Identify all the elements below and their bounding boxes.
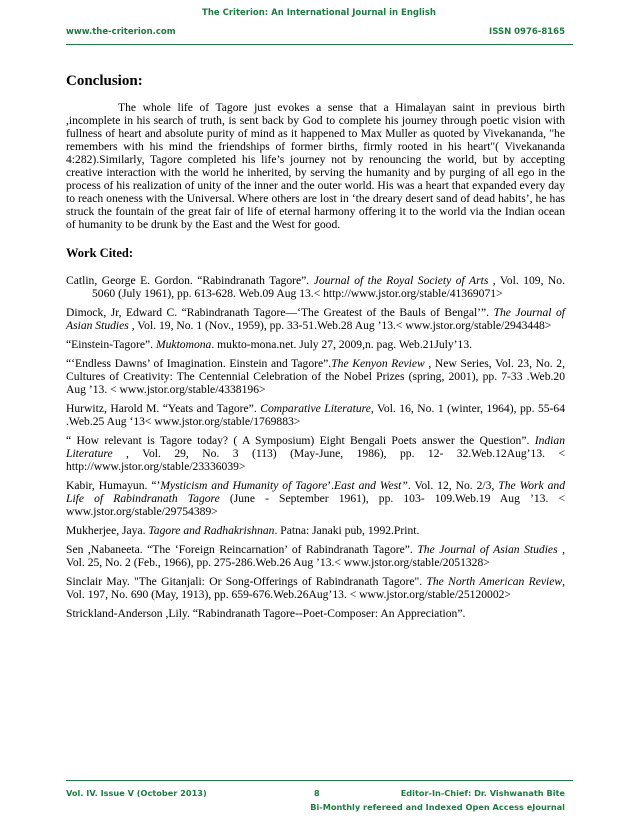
reference-item: Kabir, Humayun. “’Mysticism and Humanity of Tagore’.East and West”. Vol. 12, No. 2/3, The Work and Life of Rabindranath Tagore (June - September 1961), pp. 103- 109.Web.19 Aug ’13. < www.jstor.org/stable/29754389> <box>66 479 565 518</box>
reference-item: Sinclair May. "The Gitanjali: Or Song-Offerings of Rabindranath Tagore". The North American Review, Vol. 197, No. 690 (May, 1913), pp. 659-676.Web.26Aug’13. < www.jstor.org/stable/25120002> <box>66 575 565 601</box>
reference-item: Strickland-Anderson ,Lily. “Rabindranath Tagore--Poet-Composer: An Appreciation”. <box>66 607 466 620</box>
page-body <box>66 73 565 626</box>
footer-volume: Vol. IV. Issue V (October 2013) <box>66 788 207 798</box>
reference-item: Hurwitz, Harold M. “Yeats and Tagore”. Comparative Literature, Vol. 16, No. 1 (winter, 1964), pp. 55-64 .Web.25 Aug ‘13< www.jstor.org/stable/1769883> <box>66 402 566 428</box>
reference-item: “ How relevant is Tagore today? ( A Symposium) Eight Bengali Poets answer the Question”. Indian Literature , Vol. 29, No. 3 (113) (May-June, 1986), pp. 12- 32.Web.12Aug’13. < http://www.jstor.org/stable/23336039> <box>66 434 565 473</box>
reference-item: “Einstein-Tagore”. Muktomona. mukto-mona.net. July 27, 2009,n. pag. Web.21July’13. <box>66 338 473 351</box>
conclusion-heading: Conclusion: <box>66 73 143 89</box>
reference-item: Dimock, Jr, Edward C. “Rabindranath Tagore—‘The Greatest of the Bauls of Bengal’”. The Journal of Asian Studies , Vol. 19, No. 1 (Nov., 1959), pp. 33-51.Web.28 Aug ’13.< www.jstor.org/stable/2943448> <box>66 306 565 332</box>
reference-item: Catlin, George E. Gordon. “Rabindranath Tagore”. Journal of the Royal Society of Arts , Vol. 109, No. 5060 (July 1961), pp. 613-628. Web.09 Aug 13.< http://www.jstor.org/stable/41369071> <box>66 274 566 300</box>
website-link[interactable]: www.the-criterion.com <box>66 27 176 37</box>
conclusion-paragraph: The whole life of Tagore just evokes a sense that a Himalayan saint in previous birth ,incomplete in his search of truth, is sent back by God to complete his journey through poetic vision with fullness of heart and absolute purity of mind as it happened to Max Muller as quoted by Vivekananda, "he remembers with his mind the friendships of former births, firmly rooted in his heart"( Vivekananda 4:282).Similarly, Tagore completed his life’s journey not by renouncing the world, but by accepting creative interaction with the world he inherited, by serving the humanity and by purging of all ego in the process of his realization of unity of the inner and the outer world. His was a heart that expanded every day to reach oneness with the Universal. Where others are lost in ‘the dreary desert sand of dead habits’, he has struck the fountain of the great fair of life of eternal harmony offering it to the world via the Indian ocean of humanity to be drunk by the East and the West for good. <box>66 101 565 231</box>
footer-rule <box>66 780 573 781</box>
issn-label: ISSN 0976-8165 <box>489 27 565 37</box>
reference-item: “‘Endless Dawns’ of Imagination. Einstein and Tagore”.The Kenyon Review , New Series, Vol. 23, No. 2, Cultures of Creativity: The Centennial Celebration of the Nobel Prizes (spring, 2001), pp. 7-33 .Web.20 Aug ’13. < www.jstor.org/stable/4338196> <box>66 357 565 396</box>
works-cited-heading: Work Cited: <box>66 246 134 260</box>
header-rule <box>66 44 573 45</box>
reference-item: Mukherjee, Jaya. Tagore and Radhakrishnan. Patna: Janaki pub, 1992.Print. <box>66 524 420 537</box>
footer-description: Bi-Monthly refereed and Indexed Open Access eJournal <box>310 802 565 812</box>
footer-editor: Editor-In-Chief: Dr. Vishwanath Bite <box>400 788 565 798</box>
reference-item: Sen ,Nabaneeta. “The ‘Foreign Reincarnation’ of Rabindranath Tagore”. The Journal of Asian Studies , Vol. 25, No. 2 (Feb., 1966), pp. 275-286.Web.26 Aug ’13.< www.jstor.org/stable/2051328> <box>66 543 565 569</box>
works-cited-list <box>66 274 565 620</box>
journal-title: The Criterion: An International Journal in English <box>202 8 436 18</box>
page-number: 8 <box>314 788 320 798</box>
